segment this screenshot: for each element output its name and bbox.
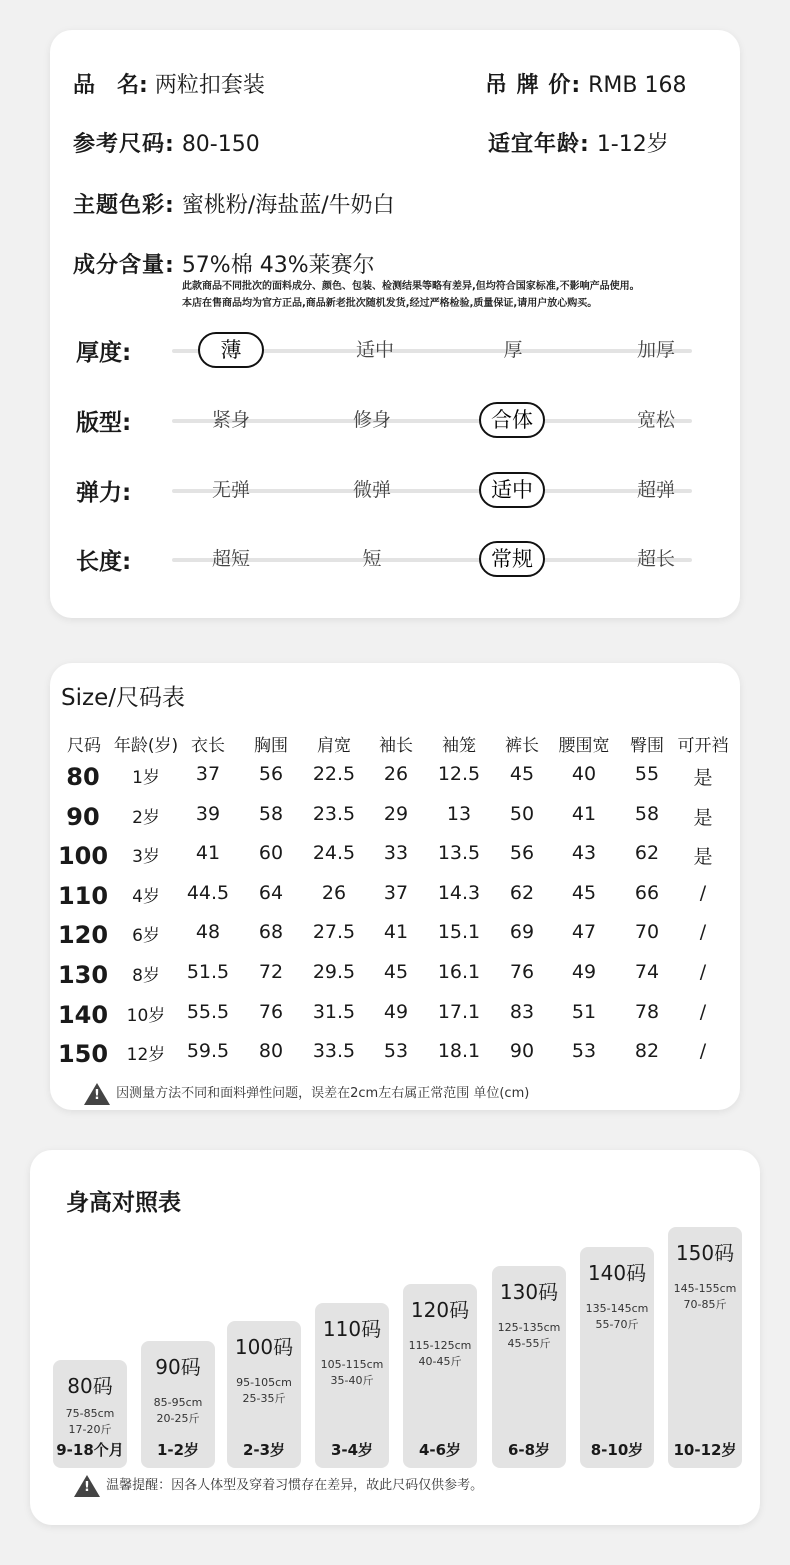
table-cell: 是 (693, 767, 713, 789)
height-bar (141, 1341, 215, 1468)
bar-age-label: 1-2岁 (156, 1441, 200, 1459)
attribute-option (467, 400, 557, 440)
table-cell: 150 (57, 1040, 109, 1069)
bar-size-label: 150码 (675, 1241, 735, 1265)
theme-color-label: 主题色彩: (73, 193, 175, 218)
attribute-option (327, 400, 417, 440)
disclaimer-note-2: 本店在售商品均为官方正品,商品新老批次随机发货,经过严格检验,质量保证,请用户放心购买。 (182, 298, 598, 309)
header-cell: 肩宽 (317, 736, 351, 756)
attribute-option (611, 330, 701, 370)
bar-height-range: 125-135cm (497, 1321, 561, 1334)
reference-size (73, 127, 260, 158)
theme-color (73, 188, 395, 219)
table-cell: 49 (571, 961, 597, 983)
attribute-option-label: 修身 (352, 409, 391, 431)
height-bar (668, 1227, 742, 1468)
table-cell: 82 (634, 1040, 660, 1063)
header-cell: 腰围宽 (558, 736, 610, 756)
attribute-option-label: 合体 (491, 408, 533, 432)
table-cell: 17.1 (437, 1000, 481, 1023)
attribute-option-label: 薄 (220, 338, 242, 362)
bar-size-label: 140码 (587, 1261, 647, 1285)
table-cell: 53 (383, 1040, 409, 1063)
table-cell: 69 (509, 921, 535, 944)
table-cell: 59.5 (186, 1040, 230, 1063)
table-cell: 55.5 (186, 1000, 230, 1023)
bar-weight-range: 25-35斤 (242, 1392, 286, 1405)
bar-weight-range: 20-25斤 (156, 1412, 200, 1425)
table-cell: 18.1 (437, 1040, 481, 1063)
table-cell: 15.1 (437, 921, 481, 944)
attribute-option (611, 400, 701, 440)
bar-size-label: 90码 (155, 1355, 201, 1379)
table-cell: 76 (258, 1000, 284, 1023)
bar-size-label: 100码 (234, 1335, 294, 1359)
table-cell: 37 (195, 763, 221, 785)
table-cell: 62 (509, 881, 535, 904)
bar-height-range: 105-115cm (320, 1358, 384, 1371)
header-cell: 袖笼 (442, 736, 476, 756)
bar-height-range: 115-125cm (408, 1339, 472, 1352)
bar-size-label: 110码 (322, 1317, 382, 1341)
bar-weight-range: 45-55斤 (507, 1337, 551, 1350)
material-content (73, 248, 375, 279)
table-cell: 26 (383, 763, 409, 785)
table-cell: 43 (571, 842, 597, 865)
attribute-option (330, 330, 420, 370)
table-cell: / (699, 1040, 707, 1063)
header-cell: 年龄(岁) (113, 736, 179, 756)
table-cell: 是 (693, 846, 713, 869)
bar-measurements (309, 1357, 395, 1389)
table-cell: 1岁 (132, 768, 160, 788)
table-cell: 44.5 (186, 881, 230, 904)
attribute-option (327, 470, 417, 510)
header-cell: 裤长 (505, 736, 539, 756)
table-cell: 41 (571, 802, 597, 825)
table-cell: 39 (195, 802, 221, 825)
attribute-option (186, 539, 276, 579)
product-name-value: 两粒扣套装 (154, 73, 265, 98)
table-cell: 31.5 (312, 1000, 356, 1023)
table-cell: 4岁 (132, 886, 160, 907)
table-cell: 8岁 (132, 966, 160, 986)
table-cell: 45 (571, 881, 597, 904)
table-cell: / (699, 961, 707, 983)
disclaimer-note-1: 此款商品不同批次的面料成分、颜色、包装、检测结果等略有差异,但均符合国家标准,不影响产品使用。 (182, 281, 640, 292)
tag-price (485, 68, 686, 99)
table-cell: 2岁 (132, 807, 160, 828)
table-cell: 90 (509, 1040, 535, 1063)
table-cell: 74 (634, 961, 660, 983)
table-cell: 12.5 (437, 763, 481, 785)
attribute-option-label: 超短 (211, 548, 250, 570)
table-cell: 37 (383, 881, 409, 904)
table-cell: 76 (509, 961, 535, 983)
table-cell: 是 (693, 806, 713, 829)
table-cell: / (699, 921, 707, 944)
table-cell: 13.5 (437, 842, 481, 865)
suitable-age-label: 适宜年龄: (488, 132, 590, 157)
table-cell: 48 (195, 921, 221, 944)
bar-weight-range: 40-45斤 (418, 1355, 462, 1368)
material-content-label: 成分含量: (73, 253, 175, 278)
table-cell: 22.5 (312, 763, 356, 785)
bar-weight-range: 55-70斤 (595, 1318, 639, 1331)
attribute-option (327, 539, 417, 579)
table-cell: 6岁 (132, 926, 160, 947)
table-cell: 70 (634, 921, 660, 944)
bar-age-label: 2-3岁 (242, 1441, 286, 1459)
table-cell: 130 (57, 961, 109, 989)
table-cell: 41 (383, 921, 409, 944)
attribute-option-label: 宽松 (636, 409, 675, 431)
table-cell: 29 (383, 802, 409, 825)
attribute-option (468, 330, 558, 370)
table-cell: / (699, 881, 707, 904)
table-cell: 27.5 (312, 921, 356, 944)
attribute-option-label: 微弹 (352, 479, 391, 501)
bar-measurements (574, 1301, 660, 1333)
table-cell: 120 (57, 921, 109, 950)
attribute-option (186, 330, 276, 370)
table-cell: 50 (509, 802, 535, 825)
bar-measurements (221, 1375, 307, 1407)
attribute-option-label: 超弹 (636, 479, 675, 501)
theme-color-value: 蜜桃粉/海盐蓝/牛奶白 (181, 193, 395, 218)
product-name (73, 68, 265, 99)
table-cell: 45 (509, 763, 535, 785)
bar-weight-range: 70-85斤 (683, 1298, 727, 1311)
table-cell: 80 (66, 763, 100, 791)
bar-age-label: 8-10岁 (590, 1441, 644, 1459)
attribute-option-label: 厚 (503, 339, 523, 361)
bar-weight-range: 35-40斤 (330, 1374, 374, 1387)
attribute-option-label: 紧身 (211, 409, 250, 431)
table-cell: 33.5 (312, 1040, 356, 1063)
size-table-title: Size/尺码表 (61, 685, 185, 711)
suitable-age-value: 1-12岁 (596, 132, 669, 157)
table-cell: 80 (258, 1040, 284, 1063)
header-cell: 衣长 (191, 736, 225, 756)
attribute-label: 弹力: (76, 480, 132, 506)
table-cell: 49 (383, 1000, 409, 1023)
table-cell: 55 (634, 763, 660, 785)
bar-measurements (486, 1320, 572, 1352)
table-cell: 62 (634, 842, 660, 865)
attribute-label: 长度: (76, 549, 132, 575)
bar-measurements (47, 1406, 133, 1438)
bar-height-range: 85-95cm (153, 1396, 203, 1409)
table-cell: 10岁 (126, 1005, 166, 1026)
reference-size-label: 参考尺码: (73, 132, 175, 157)
attribute-option-label: 短 (362, 548, 382, 570)
table-cell: 140 (57, 1000, 109, 1029)
attribute-option (467, 539, 557, 579)
attribute-option (611, 539, 701, 579)
table-cell: 26 (321, 881, 347, 904)
table-cell: 66 (634, 881, 660, 904)
bar-height-range: 75-85cm (65, 1407, 115, 1420)
bar-weight-range: 17-20斤 (68, 1423, 112, 1436)
header-cell: 可开裆 (677, 736, 729, 756)
measurement-warning (84, 1082, 529, 1105)
attribute-option-label: 无弹 (211, 479, 250, 501)
height-bar (53, 1360, 127, 1468)
suitable-age (488, 127, 669, 158)
table-cell: 12岁 (126, 1045, 166, 1066)
table-cell: 3岁 (132, 847, 160, 868)
attribute-option-label: 适中 (491, 478, 533, 502)
table-cell: 41 (195, 842, 221, 865)
bar-height-range: 135-145cm (585, 1302, 649, 1315)
product-info-card (50, 30, 740, 618)
table-cell: 56 (258, 763, 284, 785)
bar-age-label: 6-8岁 (507, 1441, 551, 1459)
bar-measurements (135, 1395, 221, 1427)
table-cell: 60 (258, 842, 284, 865)
table-cell: 58 (258, 802, 284, 825)
header-cell: 胸围 (254, 736, 288, 756)
bar-measurements (397, 1338, 483, 1370)
table-cell: 14.3 (437, 881, 481, 904)
attribute-option-label: 超长 (636, 548, 675, 570)
table-cell: 47 (571, 921, 597, 944)
height-bar (227, 1321, 301, 1468)
table-cell: 23.5 (312, 802, 356, 825)
table-cell: 51.5 (186, 961, 230, 983)
bar-age-label: 10-12岁 (673, 1441, 737, 1459)
table-cell: 64 (258, 881, 284, 904)
attribute-option (186, 470, 276, 510)
height-bar (492, 1266, 566, 1468)
bar-age-label: 3-4岁 (330, 1441, 374, 1459)
bar-size-label: 130码 (499, 1280, 559, 1304)
table-cell: 68 (258, 921, 284, 944)
product-name-label: 品 名: (73, 73, 148, 98)
table-cell: 90 (66, 802, 100, 831)
height-bar (315, 1303, 389, 1468)
height-bar (580, 1247, 654, 1468)
table-cell: 100 (57, 842, 109, 871)
attribute-row-thickness (50, 330, 740, 370)
table-cell: 78 (634, 1000, 660, 1023)
tag-price-label: 吊 牌 价: (485, 73, 582, 98)
attribute-option (611, 470, 701, 510)
attribute-label: 厚度: (76, 340, 132, 366)
header-cell: 尺码 (67, 736, 101, 756)
reminder-tip-text: 温馨提醒：因各人体型及穿着习惯存在差异，故此尺码仅供参考。 (106, 1478, 484, 1493)
table-cell: 72 (258, 961, 284, 983)
table-cell: 45 (383, 961, 409, 983)
attribute-option (186, 400, 276, 440)
header-cell: 臀围 (630, 736, 664, 756)
bar-height-range: 95-105cm (236, 1376, 292, 1389)
attribute-option-label: 加厚 (636, 339, 675, 361)
table-cell: 51 (571, 1000, 597, 1023)
attribute-label: 版型: (76, 410, 132, 436)
height-bar (403, 1284, 477, 1468)
bar-measurements (662, 1281, 748, 1313)
reference-size-value: 80-150 (181, 132, 260, 157)
table-cell: 13 (446, 802, 472, 825)
bar-age-label: 9-18个月 (56, 1441, 124, 1459)
table-cell: 110 (57, 881, 109, 910)
reminder-tip (74, 1474, 483, 1497)
table-cell: 33 (383, 842, 409, 865)
attribute-row-elasticity (50, 470, 740, 510)
table-cell: 16.1 (437, 961, 481, 983)
attribute-option (467, 470, 557, 510)
header-cell: 袖长 (379, 736, 413, 756)
attribute-option-label: 适中 (355, 339, 394, 361)
table-cell: 40 (571, 763, 597, 785)
height-chart-card (30, 1150, 760, 1525)
tag-price-value: RMB 168 (588, 73, 687, 98)
table-cell: 29.5 (312, 961, 356, 983)
table-cell: 83 (509, 1000, 535, 1023)
warning-icon (84, 1083, 110, 1105)
attribute-option-label: 常规 (491, 547, 533, 571)
size-table-card (50, 663, 740, 1110)
measurement-warning-text: 因测量方法不同和面料弹性问题，误差在2cm左右属正常范围 单位(cm) (116, 1086, 530, 1101)
warning-icon (74, 1475, 100, 1497)
material-content-value: 57%棉 43%莱赛尔 (181, 253, 375, 278)
attribute-row-length (50, 539, 740, 579)
bar-size-label: 120码 (410, 1298, 470, 1322)
table-cell: 53 (571, 1040, 597, 1063)
bar-height-range: 145-155cm (673, 1282, 737, 1295)
bar-size-label: 80码 (67, 1374, 113, 1398)
table-cell: 56 (509, 842, 535, 865)
table-cell: 24.5 (312, 842, 356, 865)
bar-age-label: 4-6岁 (418, 1441, 462, 1459)
attribute-row-fit (50, 400, 740, 440)
table-cell: / (699, 1000, 707, 1023)
disclaimer-notes (182, 278, 640, 312)
table-cell: 58 (634, 802, 660, 825)
height-chart-title: 身高对照表 (66, 1190, 181, 1216)
